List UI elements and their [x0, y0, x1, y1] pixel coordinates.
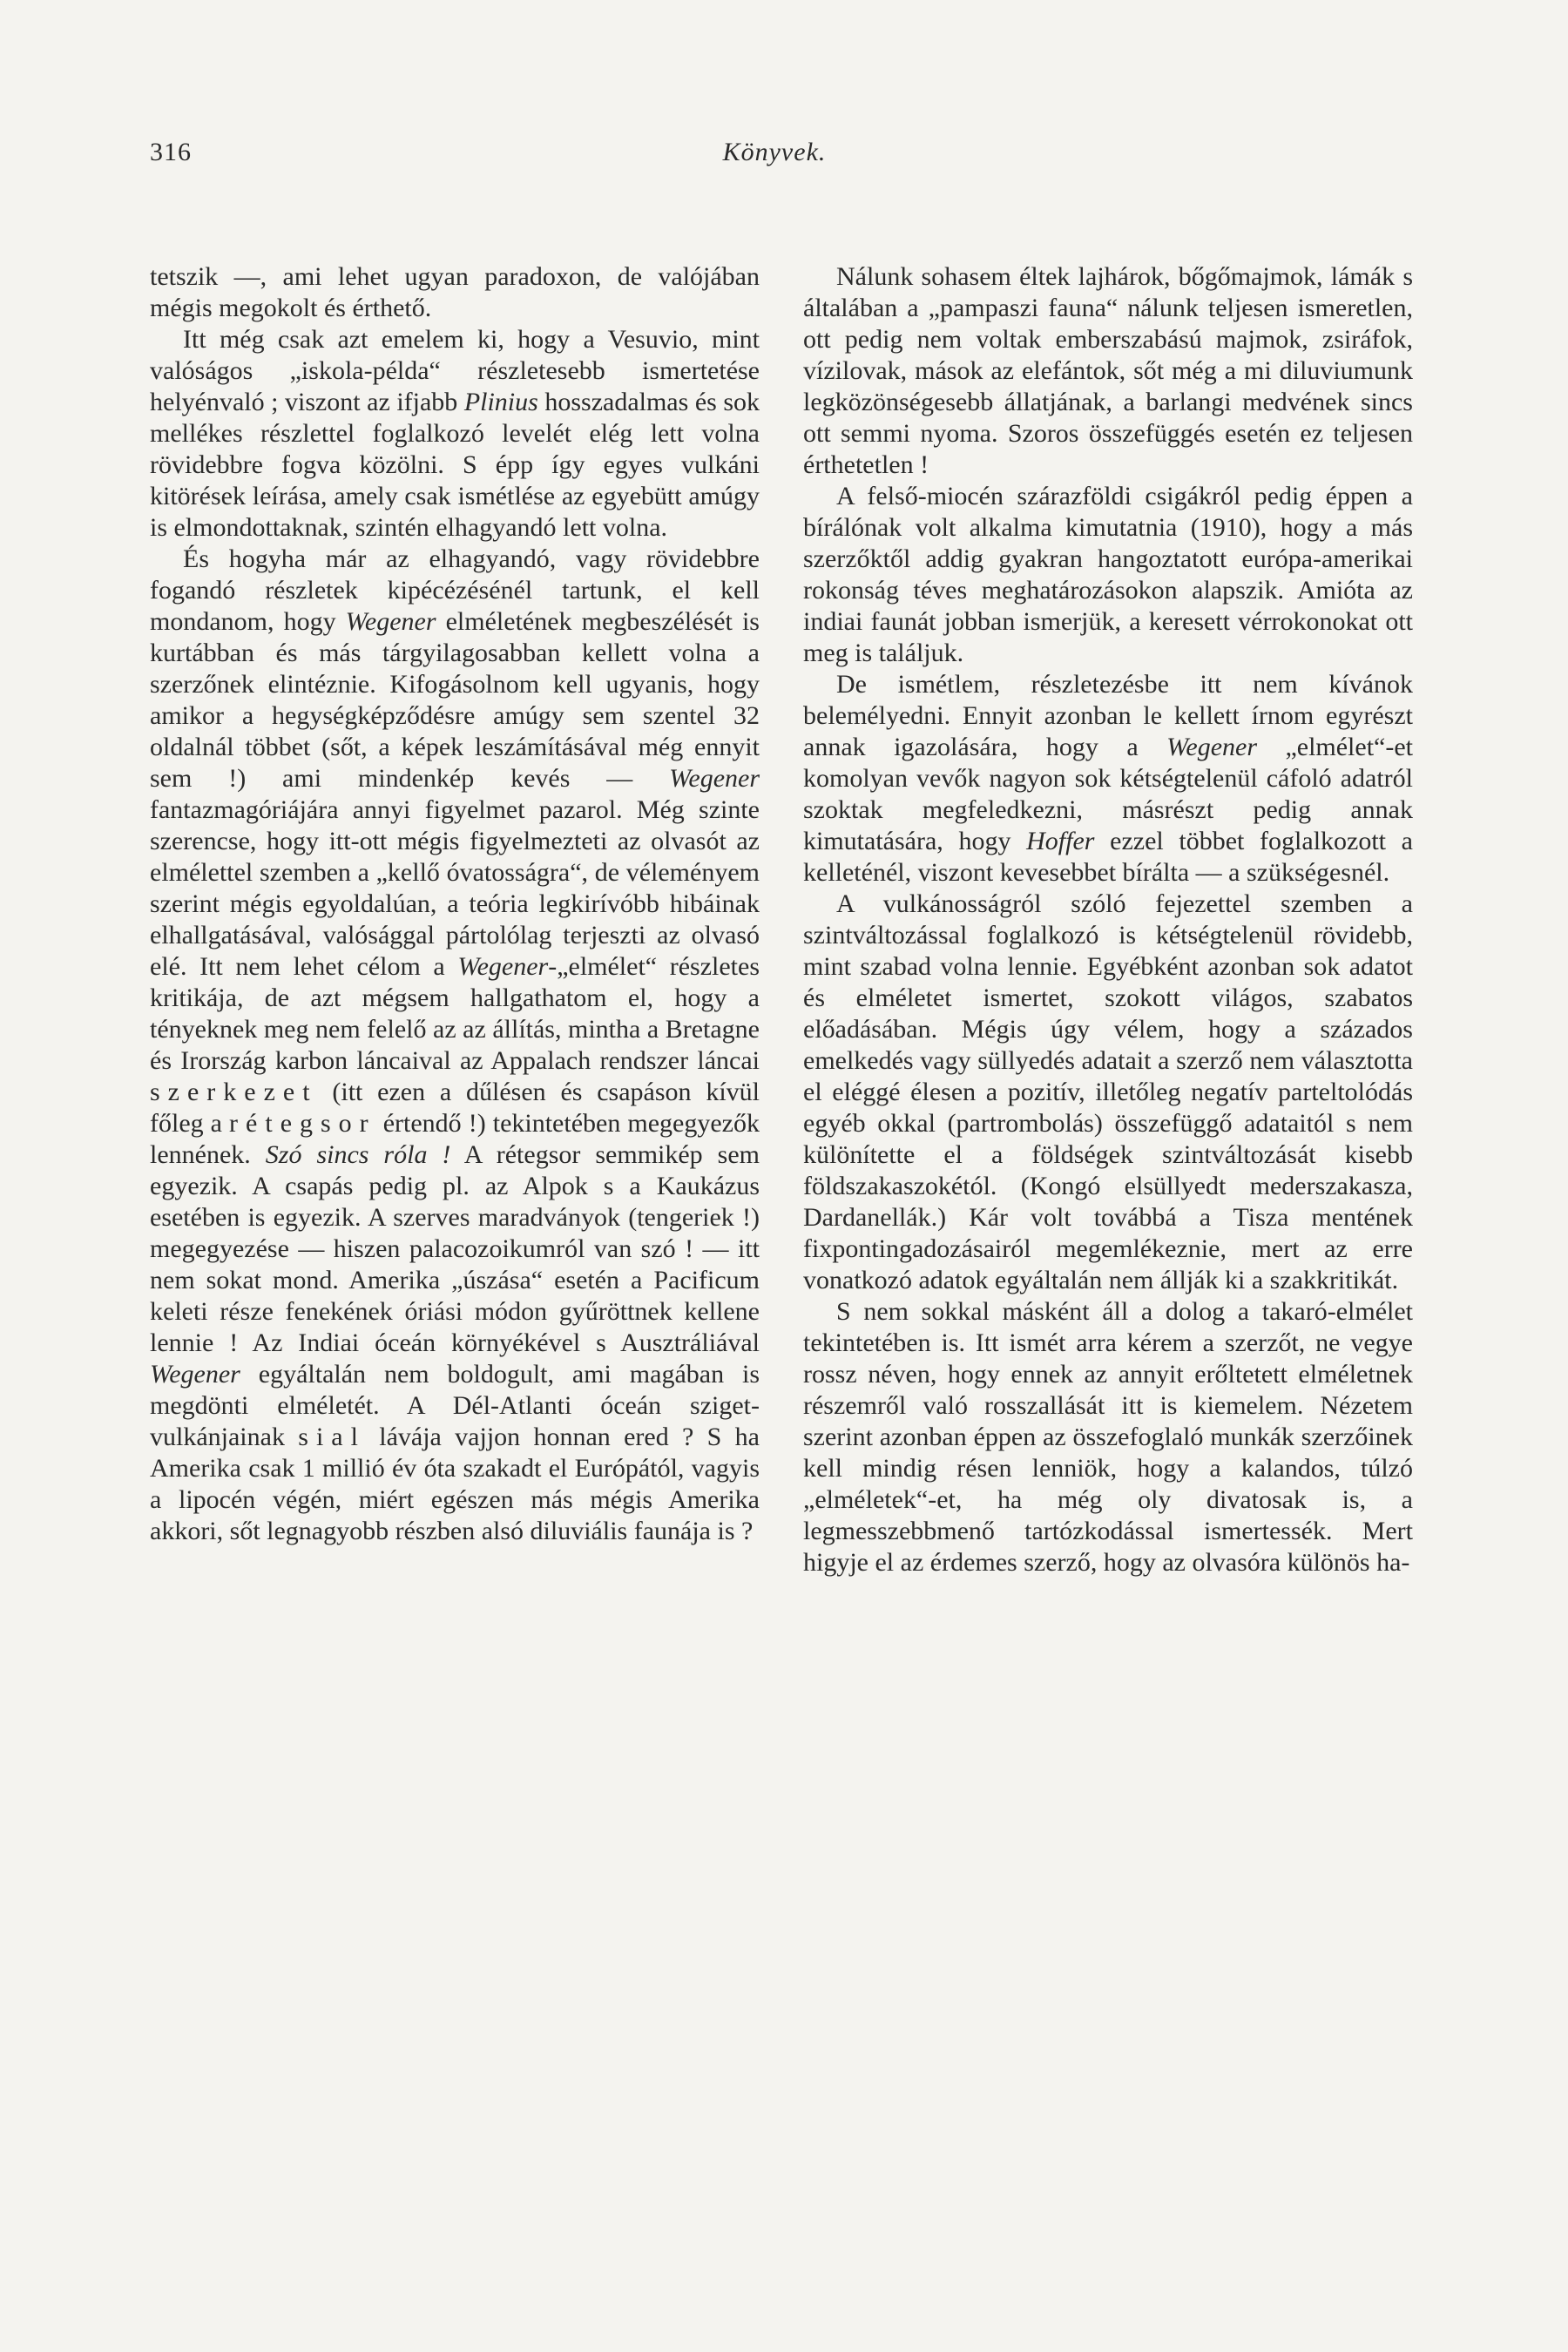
right-paragraph-5: S nem sokkal másként áll a dolog a takaró-elmélet tekintetében is. Itt ismét arra kérem a szerzőt, ne vegye rossz néven, hogy ennek az annyit erőltetett elméletnek részemről való rosszallását itt is kiemelem. Nézetem szerint azonban éppen az összefoglaló munkák szerzőinek kell mindig résen lenniök, hogy a kalandos, túlzó „elméletek“-et, ha még oly divatosak is, a legmesszebbmenő tartózkodással ismertessék. Mert higyje el az érdemes szerző, hogy az olvasóra különös ha- — [803, 1297, 1413, 1577]
text-run: hosszadalmas és sok mellékes részlettel foglalkozó levelét elég lett volna rövidebbre fogva közölni. S épp így egyes vulkáni kitörések leírása, amely csak ismétlése az egyebütt amúgy is elmondottaknak, szintén elhagyandó lett volna. — [150, 388, 760, 542]
left-paragraph-2 — [150, 324, 760, 544]
emphasis-hoffer: Hoffer — [1026, 827, 1095, 855]
right-paragraph-3 — [803, 669, 1413, 889]
emphasis-wegener: Wegener — [345, 607, 436, 636]
text-run: ezzel többet foglalkozott a kelleténél, viszont kevesebbet bírálta — a szükségesnél. — [803, 827, 1413, 887]
text-run: Itt még csak azt emelem ki, hogy a Vesuvio, mint valóságos „iskola-példa“ részletesebb ismertetése helyénvaló ; viszont az ifjabb — [150, 325, 760, 416]
text-run: (itt ezen a dűlésen és csapáson kívül főleg a — [150, 1078, 760, 1138]
right-paragraph-2: A felső-miocén szárazföldi csigákról pedig éppen a bírálónak volt alkalma kimutatnia (1910), hogy a más szerzőktől addig gyakran hangoztatott európa-amerikai rokonság téves meghatározásokon alapszik. Amióta az indiai faunát jobban ismerjük, a keresett vérrokonokat ott meg is találjuk. — [803, 482, 1413, 667]
page-header — [150, 138, 1399, 181]
right-paragraph-4: A vulkánosságról szóló fejezettel szemben a szintváltozással foglalkozó is kétségtelenül rövidebb, mint szabad volna lennie. Egyébként azonban sok adatot és elméletet ismertet, szokott világos, szabatos előadásában. Mégis úgy vélem, hogy a százados emelkedés vagy süllyedés adatait a szerző nem választotta el eléggé élesen a pozitív, illetőleg negatív parteltolódás egyéb okkal (partrombolás) összefüggő adataitól s nem különítette el a földségek szintváltozását kisebb földszakaszokétól. (Kongó elsüllyedt mederszakasza, Dardanellák.) Kár volt továbbá a Tisza mentének fixpontingadozásairól megemlékeznie, mert az erre vonatkozó adatok egyáltalán nem állják ki a szakkritikát. — [803, 889, 1413, 1294]
text-run: És hogyha már az elhagyandó, vagy rövidebbre fogandó részletek kipécézésénél tartunk, el kell mondanom, hogy — [150, 544, 760, 636]
text-run: egyáltalán nem boldogult, ami magában is megdönti elméletét. A Dél-Atlanti óceán sziget-vulkánjainak — [150, 1360, 760, 1451]
spaced-word-retegsor: rétegsor — [229, 1109, 376, 1138]
text-run: lávája vajjon honnan ered ? S ha Amerika csak 1 millió év óta szakadt el Európától, vagyis a lipocén végén, miért egészen más mégis Amerika akkori, sőt legnagyobb részben alsó diluviális faunája is ? — [150, 1423, 760, 1545]
text-run: értendő !) tekintetében megegyezők lennének. — [150, 1109, 760, 1169]
left-paragraph-1: tetszik —, ami lehet ugyan paradoxon, de valójában mégis megokolt és érthető. — [150, 262, 760, 322]
text-run: „elmélet“-et komolyan vevők nagyon sok kétségtelenül cáfoló adatról szoktak megfeledkezni, másrészt pedig annak kimutatására, hogy — [803, 733, 1414, 855]
text-run: A rétegsor semmikép sem egyezik. A csapás pedig pl. az Alpok s a Kaukázus esetében is egyezik. A szerves maradványok (tengeriek !) megegyezése — hiszen palacozoikumról van szó ! — itt nem sokat mond. Amerika „úszása“ esetén a Pacificum keleti része fenekének óriási módon gyűröttnek kellene lennie ! Az Indiai óceán környékével s Ausztráliával — [150, 1140, 760, 1357]
text-run: fantazmagóriájára annyi figyelmet pazarol. Még szinte szerencse, hogy itt-ott mégis figyelmezteti az olvasót az elmélettel szemben a „kellő óvatosságra“, de véleményem szerint mégis egyoldalúan, a teória legkirívóbb hibáinak elhallgatásával, valósággal pártolólag terjeszti az olvasó elé. Itt nem lehet célom a — [150, 795, 760, 981]
emphasis-wegener: Wegener — [150, 1360, 240, 1389]
emphasis-wegener: Wegener — [669, 764, 760, 793]
text-run: De ismétlem, részletezésbe itt nem kívánok belemélyedni. Ennyit azonban le kellett írnom egyrészt annak igazolására, hogy a — [803, 670, 1413, 761]
left-column — [150, 261, 760, 1547]
emphasis-wegener: Wegener — [1166, 733, 1257, 761]
right-column — [803, 261, 1413, 1578]
spaced-word-sial: sial — [298, 1423, 366, 1451]
text-run: elméletének megbeszélését is kurtábban és más tárgyilagosabban kellett volna a szerzőnek elintéznie. Kifogásolnom kell ugyanis, hogy amikor a hegységképződésre amúgy sem szentel 32 oldalnál többet (sőt, a képek leszámításával még ennyit sem !) ami mindenkép kevés — — [150, 607, 760, 793]
spaced-word-szerkezet: szerkezet — [150, 1078, 318, 1106]
page-number: 316 — [150, 138, 192, 166]
right-paragraph-1: Nálunk sohasem éltek lajhárok, bőgőmajmok, lámák s általában a „pampaszi fauna“ nálunk teljesen ismeretlen, ott pedig nem voltak emberszabású majmok, zsiráfok, vízilovak, mások az elefántok, sőt még a mi diluviumunk legközönségesebb állatjának, a barlangi medvének sincs ott semmi nyoma. Szoros összefüggés esetén ez teljesen érthetetlen ! — [803, 262, 1413, 479]
left-paragraph-3 — [150, 544, 760, 1547]
emphasis-plinius: Plinius — [463, 388, 538, 416]
emphasis-szo-sincs-rola: Szó sincs róla ! — [265, 1140, 451, 1169]
emphasis-wegener: Wegener — [457, 952, 549, 981]
text-run: -„elmélet“ részletes kritikája, de azt mégsem hallgathatom el, hogy a tényeknek meg nem felelő az az állítás, mintha a Bretagne és Irország karbon láncaival az Appalach rendszer láncai — [150, 952, 760, 1075]
running-title: Könyvek. — [722, 138, 827, 166]
